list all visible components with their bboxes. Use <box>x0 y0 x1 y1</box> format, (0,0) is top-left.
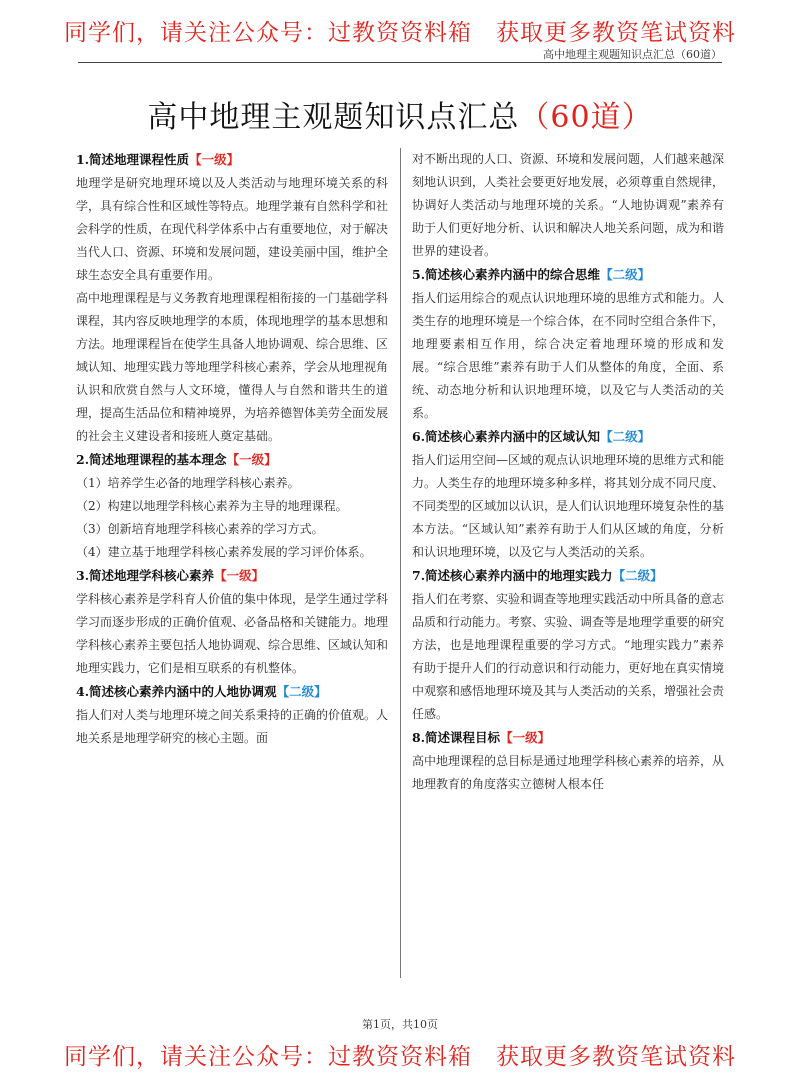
difficulty-tag: 【二级】 <box>600 429 651 444</box>
answer-paragraph: 指人们运用空间—区域的观点认识地理环境的思维方式和能力。人类生存的地理环境多种多样，将其划分成不同尺度、不同类型的区域加以认识，是人们认识地理环境复杂性的基本方法。“区域认知”素养有助于人们从区域的角度，分析和认识地理环境，以及它与人类活动的关系。 <box>412 453 724 559</box>
difficulty-tag: 【二级】 <box>276 684 327 699</box>
answer-paragraph: （2）构建以地理学科核心素养为主导的地理课程。 <box>76 499 348 513</box>
answer-paragraph: 地理学是研究地理环境以及人类活动与地理环境关系的科学，具有综合性和区域性等特点。地理学兼有自然科学和社会科学的性质，在现代科学体系中占有重要地位，对于解决当代人口、资源、环境和发展问题，建设美丽中国，维护全球生态安全具有重要作用。 <box>76 176 388 282</box>
bottom-promo-banner: 同学们，请关注公众号：过教资资料箱 获取更多教资笔试资料 <box>64 1044 736 1070</box>
answer-paragraph: 高中地理课程的总目标是通过地理学科核心素养的培养，从地理教育的角度落实立德树人根本任 <box>412 754 724 791</box>
column-divider <box>400 148 401 978</box>
answer-paragraph: （3）创新培育地理学科核心素养的学习方式。 <box>76 522 324 536</box>
difficulty-tag: 【一级】 <box>226 452 277 467</box>
answer-paragraph: （1）培养学生必备的地理学科核心素养。 <box>76 476 300 490</box>
question-title: 7.简述核心素养内涵中的地理实践力 <box>412 568 613 583</box>
answer-paragraph: 指人们对人类与地理环境之间关系秉持的正确的价值观。人地关系是地理学研究的核心主题。面 <box>76 708 388 745</box>
answer-paragraph: 对不断出现的人口、资源、环境和发展问题，人们越来越深刻地认识到，人类社会要更好地发展，必须尊重自然规律，协调好人类活动与地理环境的关系。“人地协调观”素养有助于人们更好地分析、认识和解决人地关系问题，成为和谐世界的建设者。 <box>412 152 724 258</box>
page-title <box>0 92 800 136</box>
question-heading <box>412 564 724 588</box>
header-rule <box>78 62 722 63</box>
question-title: 1.简述地理课程性质 <box>76 152 190 167</box>
difficulty-tag: 【二级】 <box>612 568 663 583</box>
title-main: 高中地理主观题知识点汇总 <box>147 100 520 135</box>
question-heading <box>412 263 724 287</box>
difficulty-tag: 【一级】 <box>214 568 265 583</box>
difficulty-tag: 【二级】 <box>600 267 651 282</box>
question-heading <box>412 726 724 750</box>
question-heading <box>76 148 388 172</box>
question-title: 6.简述核心素养内涵中的区域认知 <box>412 429 601 444</box>
right-column <box>412 148 724 978</box>
title-accent: （60道） <box>519 100 653 135</box>
question-heading <box>412 425 724 449</box>
running-header: 高中地理主观题知识点汇总（60道） <box>543 48 722 61</box>
question-heading <box>76 680 388 704</box>
difficulty-tag: 【一级】 <box>189 152 240 167</box>
left-column <box>76 148 388 978</box>
question-title: 2.简述地理课程的基本理念 <box>76 452 227 467</box>
question-title: 3.简述地理学科核心素养 <box>76 568 215 583</box>
answer-paragraph: 指人们运用综合的观点认识地理环境的思维方式和能力。人类生存的地理环境是一个综合体，在不同时空组合条件下，地理要素相互作用，综合决定着地理环境的形成和发展。“综合思维”素养有助于人们从整体的角度，全面、系统、动态地分析和认识地理环境，以及它与人类活动的关系。 <box>412 291 724 420</box>
question-heading <box>76 448 388 472</box>
difficulty-tag: 【一级】 <box>500 730 551 745</box>
question-title: 4.简述核心素养内涵中的人地协调观 <box>76 684 277 699</box>
page-number: 第1页，共10页 <box>362 1018 438 1031</box>
question-heading <box>76 564 388 588</box>
answer-paragraph: 指人们在考察、实验和调查等地理实践活动中所具备的意志品质和行动能力。考察、实验、调查等是地理学重要的研究方法，也是地理课程重要的学习方式。“地理实践力”素养有助于提升人们的行动意识和行动能力，更好地在真实情境中观察和感悟地理环境及其与人类活动的关系，增强社会责任感。 <box>412 592 724 721</box>
answer-paragraph: （4）建立基于地理学科核心素养发展的学习评价体系。 <box>76 545 372 559</box>
question-title: 5.简述核心素养内涵中的综合思维 <box>412 267 601 282</box>
top-promo-banner: 同学们，请关注公众号：过教资资料箱 获取更多教资笔试资料 <box>64 20 736 46</box>
answer-paragraph: 学科核心素养是学科育人价值的集中体现，是学生通过学科学习而逐步形成的正确价值观、必备品格和关键能力。地理学科核心素养主要包括人地协调观、综合思维、区域认知和地理实践力，它们是相互联系的有机整体。 <box>76 592 388 675</box>
question-title: 8.简述课程目标 <box>412 730 501 745</box>
two-column-body <box>76 148 724 978</box>
answer-paragraph: 高中地理课程是与义务教育地理课程相衔接的一门基础学科课程，其内容反映地理学的本质，体现地理学的基本思想和方法。地理课程旨在使学生具备人地协调观、综合思维、区域认知、地理实践力等地理学科核心素养，学会从地理视角认识和欣赏自然与人文环境，懂得人与自然和谐共生的道理，提高生活品位和精神境界，为培养德智体美劳全面发展的社会主义建设者和接班人奠定基础。 <box>76 291 388 443</box>
